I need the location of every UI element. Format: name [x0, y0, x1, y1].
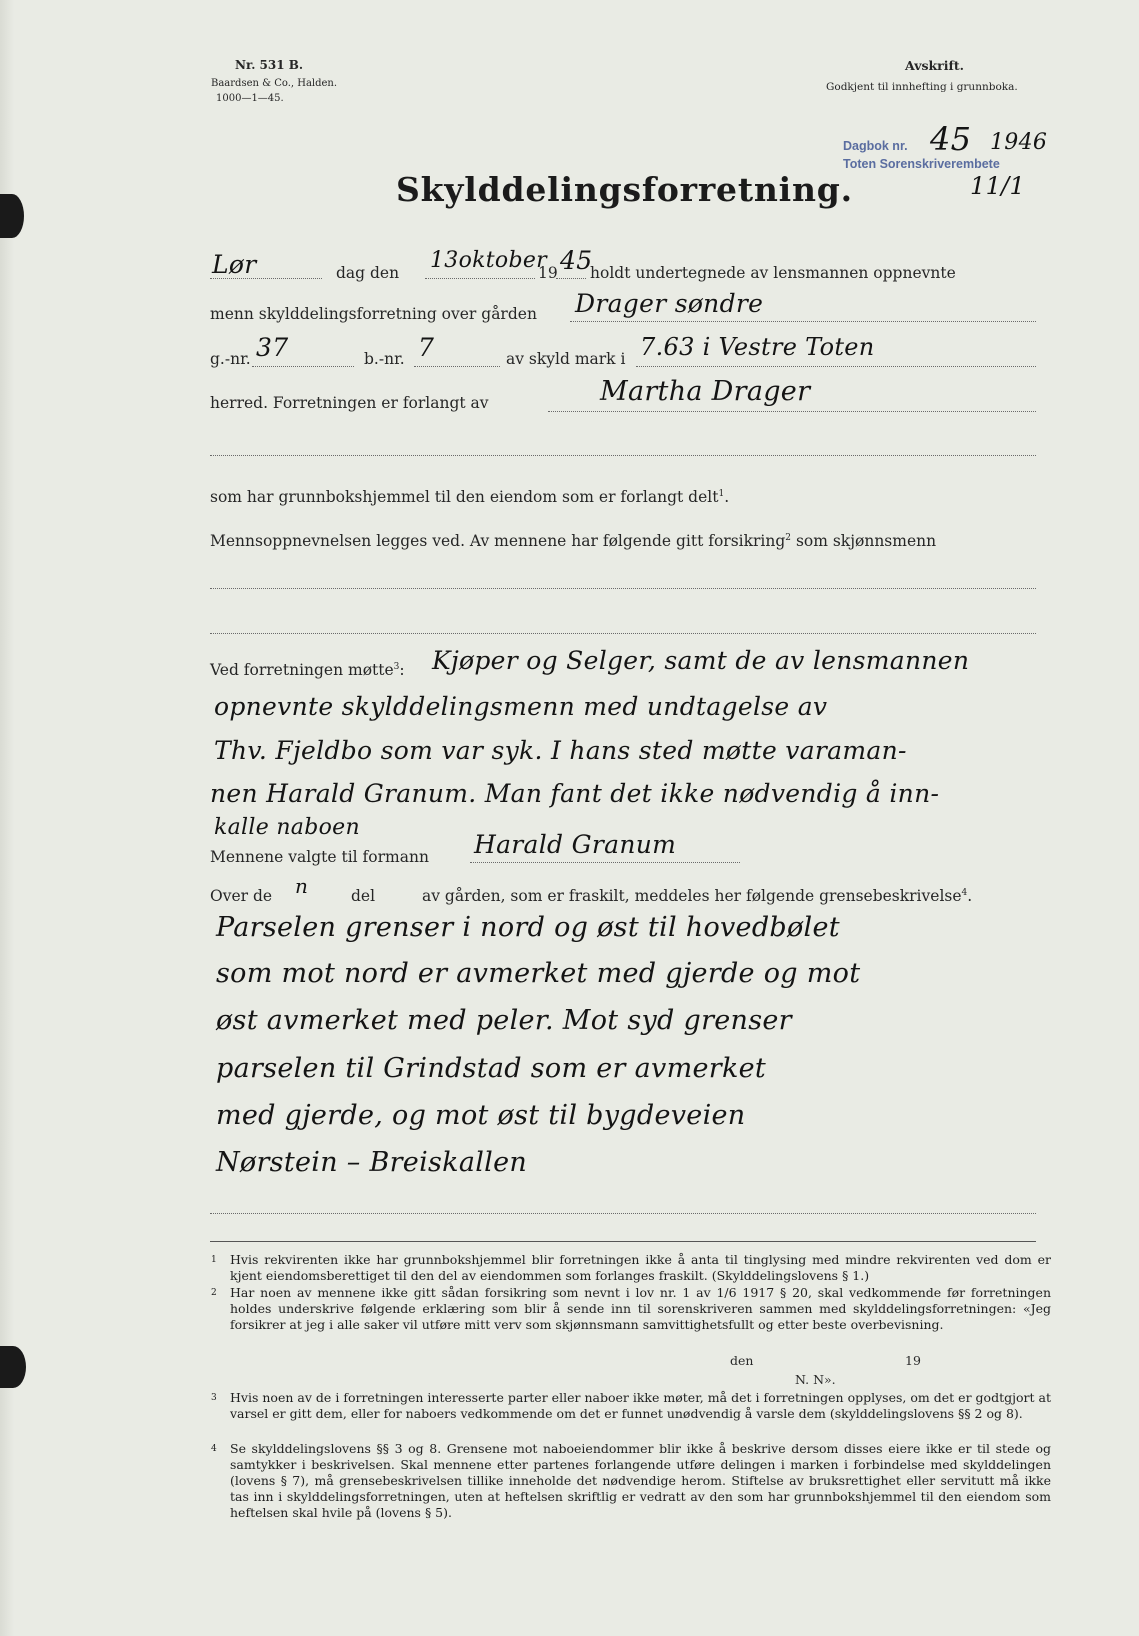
footnote-4-number: 4	[211, 1444, 217, 1454]
page-title: Skylddelingsforretning.	[396, 170, 853, 209]
footnote-1-text: Hvis rekvirenten ikke har grunnbokshjemmel blir forretningen ikke å anta til tinglysing med mindre rekvirenten ved dom er kjent eiendomsberettiget til den del av eiendommen som forlanges fraskilt. (Skylddelingslovens § 1.)	[230, 1252, 1051, 1283]
attendance-label-text: Ved forretningen møtte	[210, 661, 394, 679]
hand-farm-name: Drager søndre	[575, 289, 764, 318]
court-office-stamp: Toten Sorenskriverembete	[843, 157, 1000, 171]
chair-hand-name: Harald Granum	[474, 830, 677, 859]
journal-year: 1946	[990, 130, 1048, 155]
label-bnr: b.-nr.	[364, 350, 405, 368]
label-farm: menn skylddelingsforretning over gården	[210, 305, 537, 323]
footnote-4-text: Se skylddelingslovens §§ 3 og 8. Grensene mot naboeiendommer blir ikke å beskrive dersom disses eiere ikke er til stede og samtykker i beskrivelsen. Skal mennene etter partenes forlangende utføre delingen i marken i forbindelse med skylddelingen (lovens § 7), må grensebeskrivelsen tillike inneholde det nødvendige herom. Stiftelse av bruksrettighet eller servitutt må ikke tas inn i skylddelingsforretningen, uten at heftelsen skriftlig er vedratt av den som har grunnbokshjemmel til den eiendom som heftelsen skal hvile på (lovens § 5).	[230, 1441, 1051, 1520]
footnote-2-text: Har noen av mennene ikke gitt sådan forsikring som nevnt i lov nr. 1 av 1/6 1917 § 20, skal vedkommende før forretningen holdes underskrive følgende erklæring som blir å sende inn til sorenskriveren sammen med skylddelingsforretningen: «Jeg forsikrer at jeg i alle saker vil utføre mitt verv som skjønnsmann samvittighetsfullt og etter beste overbevisning.	[230, 1285, 1051, 1332]
fill-line-year	[556, 278, 586, 279]
label-skyld: av skyld mark i	[506, 350, 626, 368]
print-run: 1000—1—45.	[216, 93, 284, 104]
footnote-2	[211, 1285, 1051, 1333]
fill-line-gnr	[252, 366, 354, 367]
boundary-hand-line-1: Parselen grenser i nord og øst til hovedbølet	[216, 912, 840, 943]
label-row1-rest: holdt undertegnede av lensmannen oppnevnte	[590, 264, 956, 282]
fill-line-requester	[548, 411, 1036, 412]
footnote-1	[211, 1252, 1051, 1284]
boundary-hand-line-2: som mot nord er avmerket med gjerde og mot	[216, 958, 861, 989]
hand-over-de: n	[295, 874, 309, 898]
attendance-hand-line-4: nen Harald Granum. Man fant det ikke nødvendig å inn-	[210, 779, 940, 808]
assurance-text: Mennsoppnevnelsen legges ved. Av mennene har følgende gitt forsikring	[210, 532, 786, 550]
footnote-separator	[210, 1241, 1036, 1242]
printer-name: Baardsen & Co., Halden.	[211, 78, 338, 89]
hjemmel-end: .	[724, 488, 730, 506]
label-gnr: g.-nr.	[210, 350, 251, 368]
hand-bnr: 7	[418, 333, 435, 362]
fill-line-skyld	[636, 366, 1036, 367]
label-requester: herred. Forretningen er forlangt av	[210, 394, 489, 412]
attendance-hand-line-2: opnevnte skylddelingsmenn med undtagelse av	[214, 692, 828, 721]
footnote-3-text: Hvis noen av de i forretningen interesserte parter eller naboer ikke møter, må det i forretningen opplyses, om det er godtgjort at varsel er gitt dem, eller for naboers vedkommende om det er funnet unødvendig å varsle dem (skylddelingslovens §§ 2 og 8).	[230, 1390, 1051, 1421]
boundary-footnote-ref: 4	[961, 887, 968, 898]
copy-label: Avskrift.	[905, 58, 964, 73]
fill-line-assurance-1	[210, 588, 1036, 589]
footnote-2-year: 19	[905, 1353, 921, 1368]
footnote-4	[211, 1441, 1051, 1521]
fill-line-date	[425, 278, 535, 279]
attendance-hand-line-5: kalle naboen	[214, 815, 360, 840]
assurance-line	[210, 532, 936, 550]
attendance-footnote-ref: 3	[393, 661, 400, 672]
form-number: Nr. 531 B.	[235, 58, 304, 72]
fill-line-farm	[570, 321, 1036, 322]
journal-stamp-prefix: Dagbok nr.	[843, 139, 908, 153]
page-spine-shadow	[0, 0, 14, 1636]
journal-number: 45	[930, 120, 972, 158]
hand-skyld: 7.63 i Vestre Toten	[640, 333, 875, 361]
binding-hole-top	[0, 194, 24, 238]
approval-note: Godkjent til innhefting i grunnboka.	[826, 81, 1018, 93]
assurance-footnote-ref: 2	[785, 532, 792, 543]
boundary-label	[422, 887, 972, 905]
boundary-hand-line-6: Nørstein – Breiskallen	[216, 1147, 528, 1178]
chair-label: Mennene valgte til formann	[210, 848, 429, 866]
boundary-label-text: av gården, som er fraskilt, meddeles her følgende grensebeskrivelse	[422, 887, 962, 905]
attendance-colon: :	[399, 661, 405, 679]
label-dag-den: dag den	[336, 264, 400, 282]
label-del: del	[351, 887, 376, 905]
hjemmel-footnote-ref: 1	[718, 488, 725, 499]
attendance-hand-line-3: Thv. Fjeldbo som var syk. I hans sted møtte varaman-	[214, 736, 907, 765]
footnote-2-signature: N. N».	[795, 1372, 836, 1387]
fill-line-weekday	[210, 278, 322, 279]
assurance-end: som skjønnsmenn	[791, 532, 937, 550]
stamp-date: 11/1	[970, 172, 1026, 200]
footnote-3-number: 3	[211, 1393, 217, 1403]
hand-weekday: Lør	[212, 250, 257, 279]
hjemmel-text: som har grunnbokshjemmel til den eiendom som er forlangt delt	[210, 488, 719, 506]
footnote-2-den: den	[730, 1353, 754, 1368]
hand-date: 13oktober	[430, 248, 547, 273]
fill-line-boundary-end	[210, 1213, 1036, 1214]
binding-hole-bottom	[0, 1346, 26, 1388]
fill-line-chair	[470, 862, 740, 863]
fill-line-assurance-2	[210, 633, 1036, 634]
label-over-de: Over de	[210, 887, 273, 905]
footnote-2-number: 2	[211, 1288, 217, 1298]
footnote-3	[211, 1390, 1051, 1422]
fill-line-bnr	[414, 366, 500, 367]
hjemmel-line	[210, 488, 729, 506]
boundary-hand-line-4: parselen til Grindstad som er avmerket	[216, 1053, 767, 1084]
hand-year: 45	[560, 246, 593, 275]
attendance-hand-line-1: Kjøper og Selger, samt de av lensmannen	[432, 646, 970, 675]
attendance-label	[210, 661, 405, 679]
label-19: 19	[538, 264, 558, 282]
footnote-1-number: 1	[211, 1255, 217, 1265]
fill-line-requester-2	[210, 455, 1036, 456]
hand-requester: Martha Drager	[600, 376, 811, 407]
boundary-label-end: .	[967, 887, 973, 905]
hand-gnr: 37	[256, 333, 289, 362]
boundary-hand-line-5: med gjerde, og mot øst til bygdeveien	[216, 1100, 746, 1131]
boundary-hand-line-3: øst avmerket med peler. Mot syd grenser	[216, 1005, 792, 1036]
